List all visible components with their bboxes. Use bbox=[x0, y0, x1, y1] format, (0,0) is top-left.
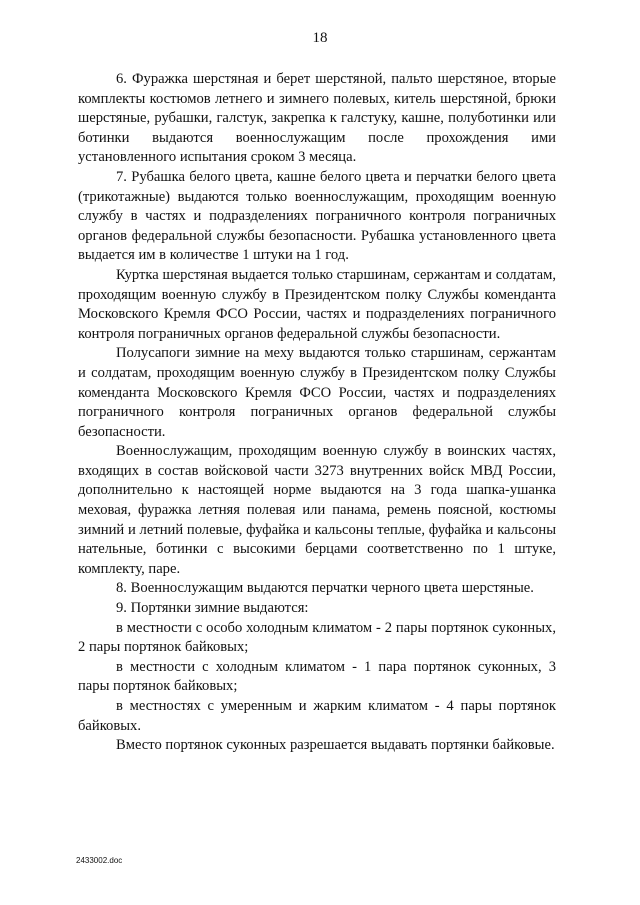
paragraph-winter-boots: Полусапоги зимние на меху выдаются только старшинам, сержантам и солдатам, проходящим военную службу в Президентском полку Службы коменданта Московского Кремля ФСО России, частях и подразделениях пограничного контроля пограничных органов федеральной службы безопасности. bbox=[78, 345, 556, 440]
paragraph-very-cold-climate: в местности с особо холодным климатом - 2 пары портянок суконных, 2 пары портянок байковых; bbox=[78, 619, 556, 656]
paragraph-unit-3273: Военнослужащим, проходящим военную службу в воинских частях, входящих в состав войсковой части 3273 внутренних войск МВД России, дополнительно к настоящей норме выдаются на 3 года шапка-ушанка меховая, фуражка летняя полевая или панама, ремень поясной, костюмы зимний и летний полевые, фуфайка и кальсоны теплые, фуфайка и кальсоны нательные, ботинки с высокими берцами соответственно по 1 штуке, комплекту, паре. bbox=[78, 443, 556, 577]
paragraph-item-6: 6. Фуражка шерстяная и берет шерстяной, пальто шерстяное, вторые комплекты костюмов летнего и зимнего полевых, китель шерстяной, брюки шерстяные, рубашки, галстук, закрепка к галстуку, кашне, полуботинки или ботинки выдаются военнослужащим после прохождения ими установленного испытания сроком 3 месяца. bbox=[78, 71, 556, 166]
paragraph-item-7: 7. Рубашка белого цвета, кашне белого цвета и перчатки белого цвета (трикотажные) выдаются только военнослужащим, проходящим военную службу в частях и подразделениях пограничного контроля пограничных органов федеральной службы безопасности. Рубашка установленного цвета выдается им в количестве 1 штуки на 1 год. bbox=[78, 168, 556, 264]
paragraph-moderate-climate: в местностях с умеренным и жарким климатом - 4 пары портянок байковых. bbox=[78, 698, 556, 734]
paragraph-item-8: 8. Военнослужащим выдаются перчатки черного цвета шерстяные. bbox=[116, 580, 534, 597]
paragraph-item-9: 9. Портянки зимние выдаются: bbox=[116, 600, 309, 617]
paragraph-substitution: Вместо портянок суконных разрешается выдавать портянки байковые. bbox=[116, 737, 555, 754]
document-body bbox=[78, 70, 556, 756]
paragraph-jacket: Куртка шерстяная выдается только старшинам, сержантам и солдатам, проходящим военную службу в Президентском полку Службы коменданта Московского Кремля ФСО России, частях и подразделениях пограничного контроля пограничных органов федеральной службы безопасности. bbox=[78, 266, 556, 342]
footer-filename: 2433002.doc bbox=[76, 856, 123, 865]
page-number: 18 bbox=[312, 30, 328, 46]
paragraph-cold-climate: в местности с холодным климатом - 1 пара портянок суконных, 3 пары портянок байковых; bbox=[78, 658, 556, 695]
